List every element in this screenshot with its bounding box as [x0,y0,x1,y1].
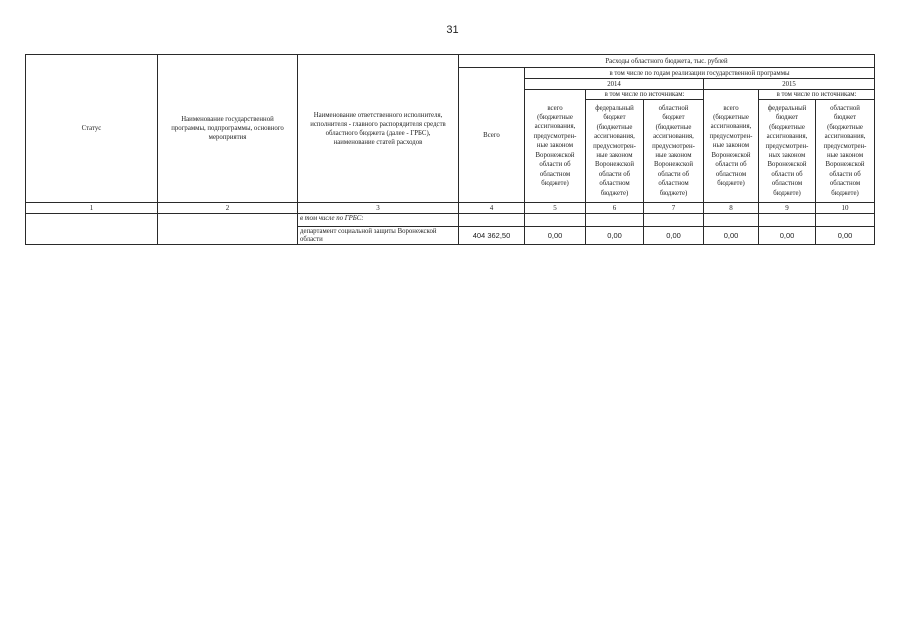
program-name-cell [158,214,298,245]
empty-cell [816,214,875,227]
empty-cell [759,214,816,227]
2015-regional-value: 0,00 [816,227,875,245]
column-number: 5 [525,203,586,214]
column-number: 8 [704,203,759,214]
column-number: 2 [158,203,298,214]
budget-expenses-table [25,54,875,245]
column-number: 4 [459,203,525,214]
column-number: 1 [26,203,158,214]
empty-cell [525,214,586,227]
header-total: Всего [459,68,525,203]
column-number: 9 [759,203,816,214]
column-number-row [26,203,875,214]
header-2015-regional: областной бюджет (бюджетные ассигнования, предусмотрен- ные законом Воронежской области об областном бюджете) [816,100,875,203]
total-value: 404 362,50 [459,227,525,245]
column-number: 6 [586,203,644,214]
header-2014-by-sources: в том числе по источникам: [586,90,704,100]
header-2014-federal: федеральный бюджет (бюджетные ассигнования, предусмотрен- ные законом Воронежской области об областном бюджете) [586,100,644,203]
header-expenses: Расходы областного бюджета, тыс. рублей [459,55,875,68]
header-2015-by-sources: в том числе по источникам: [759,90,875,100]
page-number: 31 [446,24,459,36]
column-number: 10 [816,203,875,214]
executor-name-cell: департамент социальной защиты Воронежской области [298,227,459,245]
header-year-2014: 2014 [525,79,704,90]
header-by-years: в том числе по годам реализации государственной программы [525,68,875,79]
2015-total-value: 0,00 [704,227,759,245]
header-2014-total: всего (бюджетные ассигнования, предусмотрен- ные законом Воронежской области об областном бюджете) [525,90,586,203]
2015-federal-value: 0,00 [759,227,816,245]
2014-total-value: 0,00 [525,227,586,245]
column-number: 7 [644,203,704,214]
header-2015-total: всего (бюджетные ассигнования, предусмотрен- ные законом Воронежской области об областном бюджете) [704,90,759,203]
header-2015-federal: федеральный бюджет (бюджетные ассигнования, предусмотрен- ных законом Воронежской области об областном бюджете) [759,100,816,203]
table-row [26,214,875,227]
empty-cell [704,214,759,227]
header-status: Статус [26,55,158,203]
2014-regional-value: 0,00 [644,227,704,245]
empty-cell [644,214,704,227]
grbs-subheading: в том числе по ГРБС: [298,214,459,227]
empty-cell [459,214,525,227]
empty-cell [586,214,644,227]
header-program-name: Наименование государственной программы, подпрограммы, основного мероприятия [158,55,298,203]
header-year-2015: 2015 [704,79,875,90]
header-2014-regional: областной бюджет (бюджетные ассигнования, предусмотрен- ные законом Воронежской области об областном бюджете) [644,100,704,203]
2014-federal-value: 0,00 [586,227,644,245]
header-executor-name: Наименование ответственного исполнителя, исполнителя - главного распорядителя средств областного бюджета (далее - ГРБС), наименование статей расходов [298,55,459,203]
header-row-1 [26,55,875,68]
status-cell [26,214,158,245]
column-number: 3 [298,203,459,214]
